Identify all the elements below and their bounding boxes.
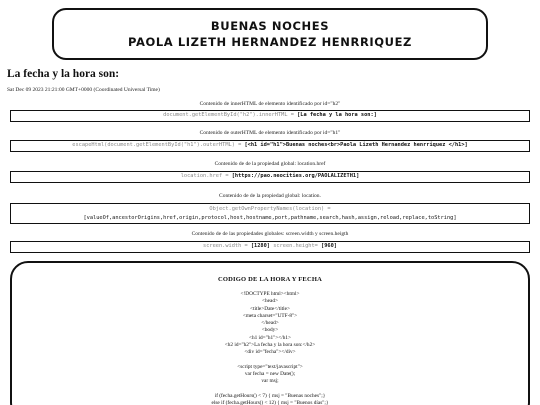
name-line: PAOLA LIZETH HERNANDEZ HENRRIQUEZ [128,35,412,49]
screen-size-box [10,241,530,253]
location-props-box [10,203,530,224]
code-line: </head> [261,320,279,327]
outerhtml-expression: escapeHtml(document.getElementById("h1").outerHTML) [72,142,235,148]
code-line: var fecha = new Date(); [244,370,296,377]
source-code-title: CODIGO DE LA HORA Y FECHA [217,276,322,283]
code-line: <h1 id="h1"></h1> [248,334,292,341]
code-line: if (fecha.getHours() < 7) { msj = "Buenas noches";} [214,392,326,399]
screen-width-result: [1280] [250,243,270,249]
code-line: <div id="fecha"></div> [244,349,296,356]
code-line: else if (fecha.getHours() < 12) { msj = "Buenos días";} [211,399,329,405]
screen-height-result: [960] [321,243,337,249]
code-line: <script type="text/javascript"> [237,363,303,370]
location-href-box [10,171,530,183]
equals-sign: = [287,112,298,118]
location-href-expression: location.href [180,173,223,179]
greeting-banner [52,8,488,60]
code-line: var msj; [261,378,279,385]
innerhtml-result: [La fecha y la hora son:] [297,112,377,118]
source-code-listing [12,291,528,405]
code-line: <head> [262,298,278,305]
screen-height-expression: screen.height= [270,243,322,249]
location-href-caption: Contenido de de la propiedad global: location.href [214,161,326,167]
outerhtml-caption: Contenido de outerHTML de elemento identificado por id="h1" [199,130,341,136]
screen-size-caption: Contenido de de las propiedades globales: screen.width y screen.heigth [191,231,349,237]
innerhtml-box [10,110,530,122]
date-heading: La fecha y la hora son: [7,68,120,80]
equals-sign: = [324,206,331,212]
code-blank-line [12,357,528,364]
innerhtml-expression: document.getElementById("h2").innerHTML [163,112,288,118]
location-props-result: [valueOf,ancestorOrigins,href,origin,protocol,host,hostname,port,pathname,search,hash,assign,reload,replace,toString] [83,215,457,221]
innerhtml-caption: Contenido de innerHTML de elemento identificado por id="h2" [199,101,341,107]
equals-sign: = [234,142,245,148]
date-text: Sat Dec 09 2023 21:21:00 GMT+0000 (Coordinated Universal Time) [7,87,160,93]
code-line: <h2 id="h2">La fecha y la hora son:</h2> [224,342,316,349]
location-props-caption: Contenido de de la propiedad global: location. [219,193,321,199]
code-line: <title>Date</title> [250,305,290,312]
code-line: <!DOCTYPE html><html> [240,291,300,297]
code-blank-line [12,386,528,393]
outerhtml-box [10,140,530,152]
location-props-expression: Object.getOwnPropertyNames(location) [209,206,325,212]
code-line: <body> [261,327,279,334]
greeting-line: BUENAS NOCHES [210,19,330,33]
code-line: <meta charset="UTF-8"> [242,312,298,319]
location-href-result: [https://pao.neocities.org/PAOLALIZETH1] [231,173,360,179]
source-code-panel [10,261,530,405]
screen-width-expression: screen.width [203,243,242,249]
equals-sign: = [222,173,232,179]
equals-sign: = [241,243,251,249]
outerhtml-result: [<h1 id="h1">Buenas noches<br>Paola Lizeth Hernandez henrriquez </h1>] [244,142,468,148]
